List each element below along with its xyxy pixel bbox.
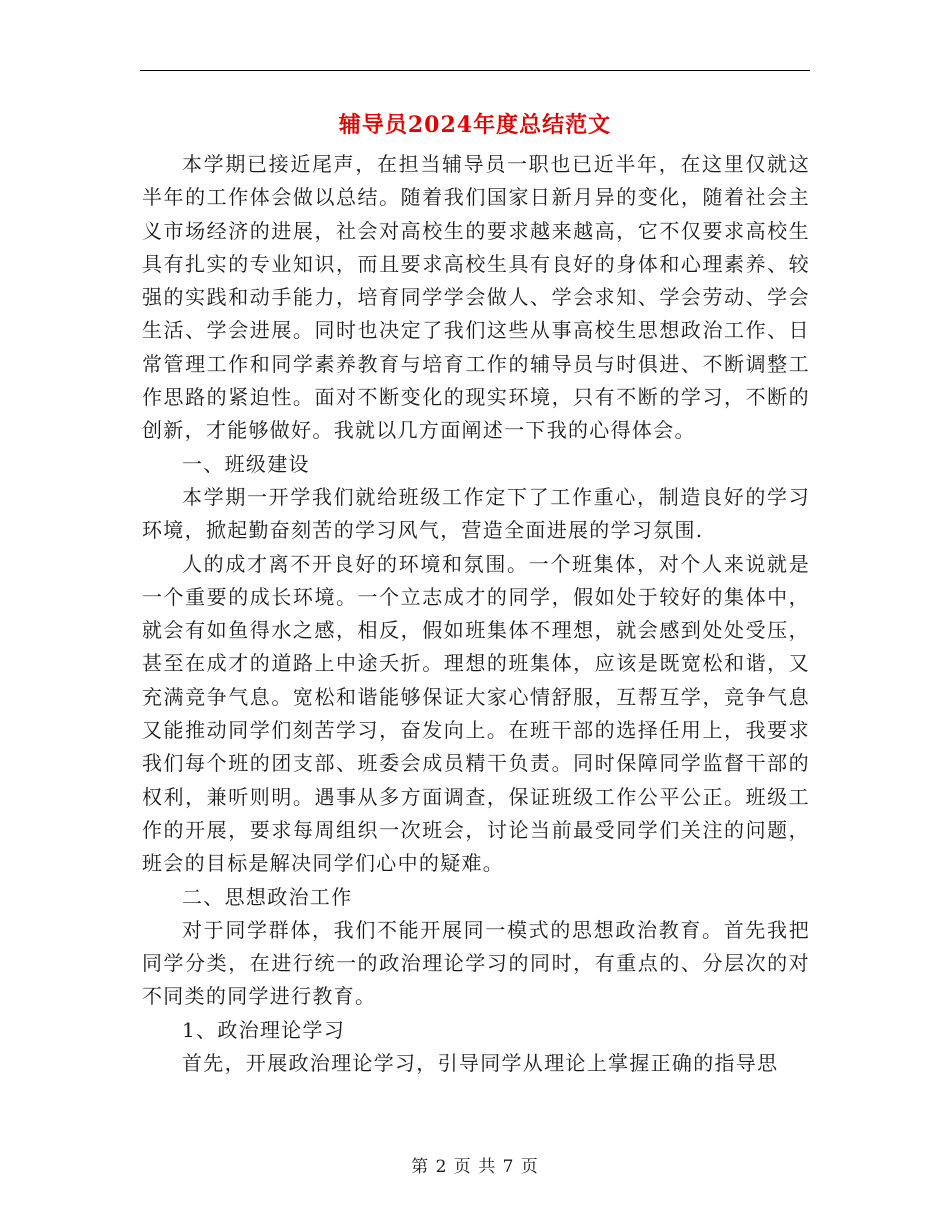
paragraph-class-environment: 人的成才离不开良好的环境和氛围。一个班集体，对个人来说就是一个重要的成长环境。一个立志成才的同学，假如处于较好的集体中，就会有如鱼得水之感，相反，假如班集体不理想，就会感到处处受压，甚至在成才的道路上中途夭折。理想的班集体，应该是既宽松和谐，又充满竞争气息。宽松和谐能够保证大家心情舒服，互帮互学，竞争气息又能推动同学们刻苦学习，奋发向上。在班干部的选择任用上，我要求我们每个班的团支部、班委会成员精干负责。同时保障同学监督干部的权利，兼听则明。遇事从多方面调查，保证班级工作公平公正。班级工作的开展，要求每周组织一次班会，讨论当前最受同学们关注的问题，班会的目标是解决同学们心中的疑难。 <box>142 551 810 876</box>
subsection-heading-theory-study: 1、政治理论学习 <box>182 1017 346 1042</box>
page-number-footer: 第 2 页 共 7 页 <box>411 1157 539 1177</box>
paragraph-intro: 本学期已接近尾声，在担当辅导员一职也已近半年，在这里仅就这半年的工作体会做以总结。随着我们国家日新月异的变化，随着社会主义市场经济的进展，社会对高校生的要求越来越高，它不仅要求高校生具有扎实的专业知识，而且要求高校生具有良好的身体和心理素养、较强的实践和动手能力，培育同学学会做人、学会求知、学会劳动、学会生活、学会进展。同时也决定了我们这些从事高校生思想政治工作、日常管理工作和同学素养教育与培育工作的辅导员与时俱进、不断调整工作思路的紧迫性。面对不断变化的现实环境，只有不断的学习，不断的创新，才能够做好。我就以几方面阐述一下我的心得体会。 <box>142 152 810 443</box>
document-title: 辅导员2024年度总结范文 <box>338 112 612 138</box>
paragraph-theory-study: 首先，开展政治理论学习，引导同学从理论上掌握正确的指导思 <box>182 1051 779 1076</box>
document-body <box>142 148 810 1080</box>
paragraph-political-education: 对于同学群体，我们不能开展同一模式的思想政治教育。首先我把同学分类，在进行统一的政治理论学习的同时，有重点的、分层次的对不同类的同学进行教育。 <box>142 917 810 1009</box>
section-heading-political-work: 二、思想政治工作 <box>182 884 353 909</box>
paragraph-class-focus: 本学期一开学我们就给班级工作定下了工作重心，制造良好的学习环境，掀起勤奋刻苦的学习风气，营造全面进展的学习氛围. <box>142 484 810 543</box>
header-rule <box>140 70 810 71</box>
section-heading-class-building: 一、班级建设 <box>182 451 310 476</box>
